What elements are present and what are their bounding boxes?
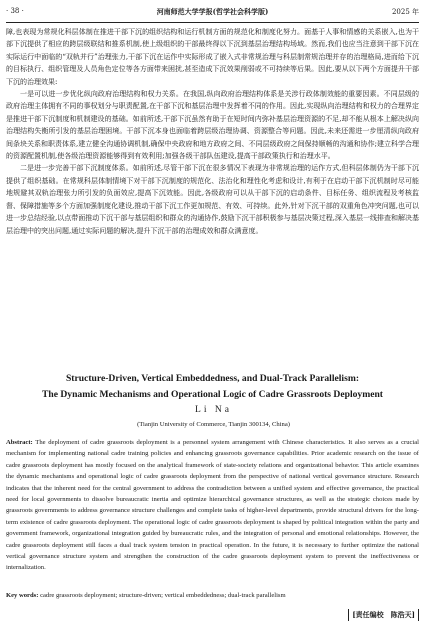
paragraph-vertical-structure: 一是可以进一步优化纵向政府治理结构和权力关系。在我国,纵向政府治理结构体系是关涉行政体制效能的重要因素。不同层级的政府治理主体拥有不同的事权划分与职责配置,在干部下沉和基层治理中发挥着不同的作用。因此,实现纵向治理结构和权力的合理界定是推进干部下沉制度和机制建设的基础。如前所述,干部下沉虽然有助于在短时间内弥补基层治理资源的不足,却不能从根本上解决纵向治理结构失衡所引发的基层治理困境。干部下沉本身也面临着跨层级治理协调、资源整合等问题。因此,未来还需进一步厘清纵向政府间条块关系和职责体系,建立健全沟通协调机制,确保中央政府和地方政府之间、不同层级政府之间保持顺畅的沟通和协作;建立科学合理的资源配置机制,使各级治理资源能够得到有效利用;加强各级干部队伍建设,提高干部政策执行和治理水平。 [6,90,419,161]
english-title [6,371,419,403]
abstract-label: Abstract: [6,439,33,446]
english-title-line-2: The Dynamic Mechanisms and Operational Logic of Cadre Grassroots Deployment [41,389,383,400]
keywords-label: Key words: [6,592,39,599]
editor-note: [责任编校 陈浩天] [348,609,419,621]
keywords-text: cadre grassroots deployment; structure-driven; vertical embeddedness; dual-track parallelism [40,592,286,599]
author-name: Li Na [195,405,232,415]
page-number: · 38 · [6,7,24,15]
header-rule [6,22,419,23]
english-title-line-1: Structure-Driven, Vertical Embeddedness, and Dual-Track Parallelism: [65,373,360,384]
journal-title: 河南师范大学学报(哲学社会科学版) [156,7,269,16]
english-abstract [6,437,419,574]
body-text [6,26,419,237]
paragraph-continued: 障,也表现为常规化科层体制在推进干部下沉的组织结构和运行机制方面的规范化和制度化努力。面基于人事和情感的关系嵌入,也为干部下沉提供了相应的跨层级联结和推系机制,使上级组织的干部最终得以下沉到基层治理结构场域。然而,我们也应当注意到干部下沉在实际运行中面临的“双轨并行”治理张力,干部下沉在运作中实际形成了嵌入式非常规治理与科层制常规治理并存的治理格局,进而给下沉的目标执行、组织管理及人员角色定位等各方面带来困扰,甚至造成下沉效果削弱或不可持续等后果。因此,要从以下两个方面提升干部下沉的治理效果: [6,28,419,86]
english-keywords [6,590,419,601]
author-affiliation: (Tianjin University of Commerce, Tianjin 300134, China) [137,421,290,428]
running-header [6,6,419,19]
publication-year: 2025 年 [391,8,419,16]
paragraph-institutional-system: 二是进一步完善干部下沉制度体系。如前所述,尽管干部下沉在很多情况下表现为非常规治理的运作方式,但科层体制仍为干部下沉提供了组织基础。在常规科层体制情境下对干部下沉制度的规范化、法治化和理性化考虑和设计,有利于在启动干部下沉机制时尽可能地规避其双轨治理张力所引发的负面效应,提高下沉效能。因此,各级政府可以从干部下沉的启动条件、目标任务、组织流程及考核监督、保障措施等多个方面加强制度化建设,推动干部下沉工作更加规范、有效、可持续。此外,针对下沉干部的双重角色冲突问题,也可以进一步总结经验,以点带面推动下沉干部与基层组织和群众的沟通协作,鼓励下沉干部积极参与基层决策过程,深入基层一线排查和解决基层治理中的突出问题,通过实际问题的解决,提升下沉干部的治理成效和群众满意度。 [6,164,419,235]
abstract-text: The deployment of cadre grassroots deployment is a personnel system arrangement with Chinese characteristics. It also serves as a crucial mechanism for implementing national cadre training policies and enhancing grassroots governance capabilities. Prior academic research on the issue of cadre grassroots deployment has mostly focused on the analytical framework of state-society relations and organizational behavior. This article examines the dynamic mechanisms and operational logic of cadre grassroots deployment from the perspective of national vertical governance structure. Research indicates that the inherent need for the central government to address the contradiction between a unified system and effective governance, the practical need for local governments to dissolve bureaucratic inertia and optimize hierarchical governance structures, as well as the strategic choices made by grassroots governments to address governance structure challenges and complete tasks of higher-level departments, provide structural drivers for the long-term existence of cadre grassroots deployment. The operational logic of cadre grassroots deployment is shaped by political integration within the party and government framework, organizational integration guided by bureaucratic rules, and the integration of personal and emotional relationships. However, the cadre grassroots deployment still faces a dual track system tension in practical operation. In the future, it is necessary to further optimize the national vertical governance structure system and strengthen the construction of the cadre grassroots deployment system to prevent the ineffectiveness or internalization. [6,439,420,572]
